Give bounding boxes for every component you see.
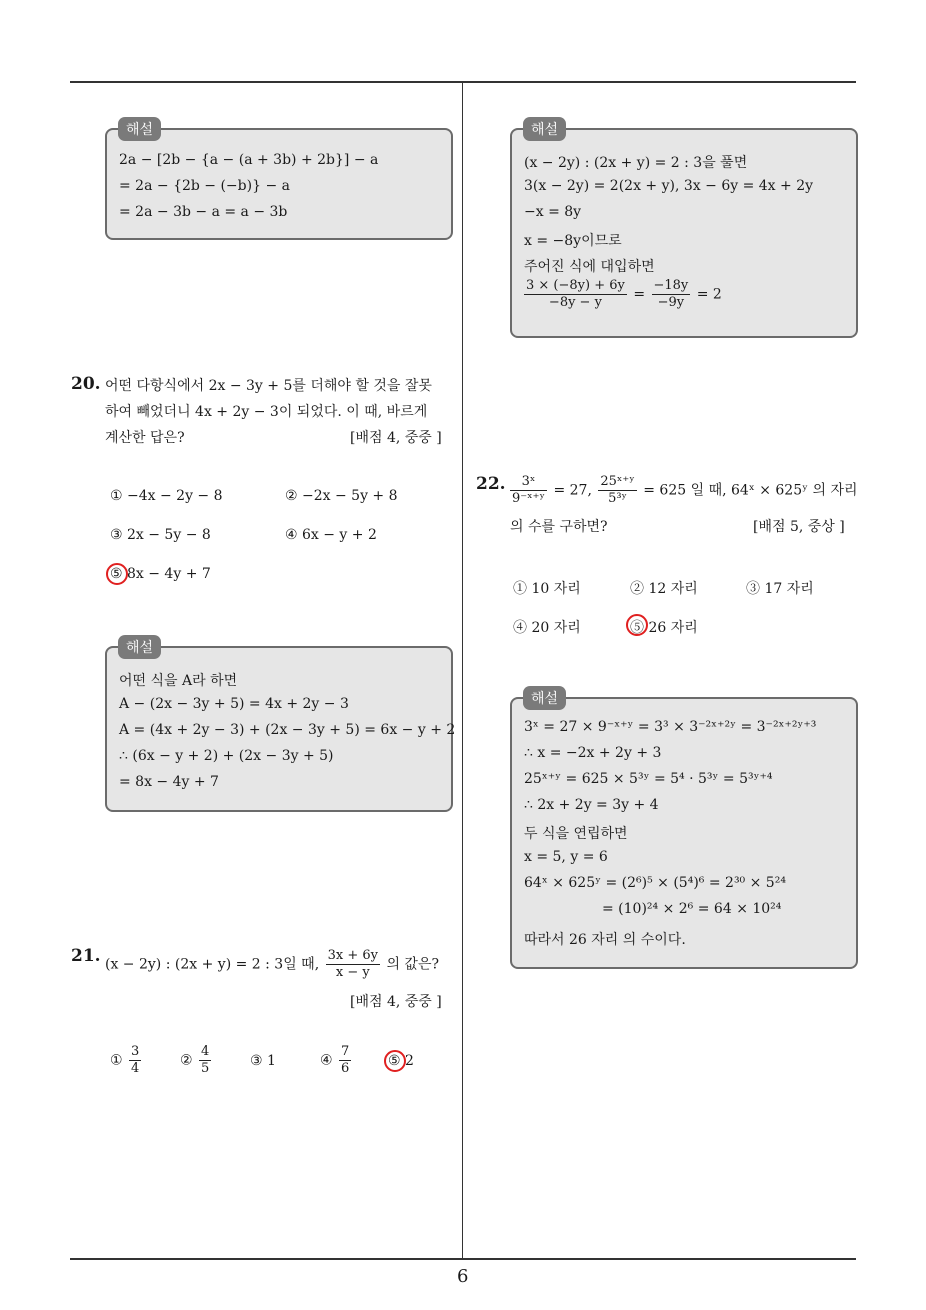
q21-opt2-frac bbox=[199, 1044, 211, 1077]
q22-f2-den: 5³ʸ bbox=[608, 491, 628, 506]
sol20-line-3: A = (4x + 2y − 3) + (2x − 3y + 5) = 6x − y + 2 bbox=[119, 722, 456, 738]
sol21-line-1: (x − 2y) : (2x + y) = 2 : 3을 풀면 bbox=[524, 155, 748, 171]
sol21-line-2: 3(x − 2y) = 2(2x + y), 3x − 6y = 4x + 2y bbox=[524, 178, 814, 194]
q21-opt1-mark: ① bbox=[110, 1052, 123, 1069]
question-number-21: 21. bbox=[71, 946, 101, 966]
q20-score: [배점 4, 중중 ] bbox=[350, 430, 442, 446]
q22-option-4[interactable]: ④ 20 자리 bbox=[513, 620, 581, 636]
q22-f2-num: 25ˣ⁺ʸ bbox=[600, 474, 635, 489]
sol21-f1-num: 3 × (−8y) + 6y bbox=[526, 278, 625, 293]
solution-tag: 해설 bbox=[118, 117, 161, 141]
sol19-line-3: = 2a − 3b − a = a − 3b bbox=[119, 204, 288, 220]
sol21-f1-den: −8y − y bbox=[548, 295, 602, 310]
sol21-result: = 2 bbox=[696, 286, 722, 303]
sol22-line-5: 두 식을 연립하면 bbox=[524, 826, 628, 842]
sol22-line-6: x = 5, y = 6 bbox=[524, 849, 608, 865]
q20-option-2[interactable]: ② −2x − 5y + 8 bbox=[285, 488, 398, 504]
q21-text-b: 의 값은? bbox=[386, 956, 439, 973]
sol22-line-3: 25ˣ⁺ʸ = 625 × 5³ʸ = 5⁴ · 5³ʸ = 5³ʸ⁺⁴ bbox=[524, 771, 773, 787]
q21-opt4-frac bbox=[339, 1044, 351, 1077]
bottom-rule bbox=[70, 1258, 856, 1260]
solution-tag: 해설 bbox=[523, 686, 566, 710]
q22-stem bbox=[508, 474, 858, 507]
sol20-line-2: A − (2x − 3y + 5) = 4x + 2y − 3 bbox=[119, 696, 349, 712]
q21-text-a: (x − 2y) : (2x + y) = 2 : 3일 때, bbox=[105, 956, 320, 973]
solution-box-19 bbox=[105, 128, 453, 240]
sol22-line-2: ∴ x = −2x + 2y + 3 bbox=[524, 745, 662, 761]
q22-frac-2 bbox=[598, 474, 636, 507]
question-number-20: 20. bbox=[71, 374, 101, 394]
sol21-line-4: x = −8y이므로 bbox=[524, 233, 622, 249]
q22-frac-1 bbox=[510, 474, 547, 507]
q22-text-1: = 27, bbox=[553, 482, 592, 499]
q21-opt4-mark: ④ bbox=[320, 1052, 333, 1069]
q21-opt2-den: 5 bbox=[201, 1061, 210, 1076]
sol20-line-1: 어떤 식을 A라 하면 bbox=[119, 673, 238, 689]
question-number-22: 22. bbox=[476, 474, 506, 494]
sol21-f2-num: −18y bbox=[653, 278, 689, 293]
sol19-line-2: = 2a − {2b − (−b)} − a bbox=[119, 178, 290, 194]
q21-opt4-num: 7 bbox=[341, 1044, 350, 1059]
sol20-line-4: ∴ (6x − y + 2) + (2x − 3y + 5) bbox=[119, 748, 334, 764]
q22-text-2: = 625 일 때, 64ˣ × 625ʸ 의 자리 bbox=[643, 482, 858, 499]
solution-box-21 bbox=[510, 128, 858, 338]
sol21-frac-1 bbox=[524, 278, 627, 311]
solution-tag: 해설 bbox=[118, 635, 161, 659]
sol19-line-1: 2a − [2b − {a − (a + 3b) + 2b}] − a bbox=[119, 152, 379, 168]
solution-box-20 bbox=[105, 646, 456, 812]
q21-opt2-mark: ② bbox=[180, 1052, 193, 1069]
q21-option-4[interactable] bbox=[320, 1044, 353, 1077]
solution-tag: 해설 bbox=[523, 117, 566, 141]
q21-opt1-frac bbox=[129, 1044, 141, 1077]
answer-circle-q21 bbox=[384, 1050, 406, 1072]
q20-option-1[interactable]: ① −4x − 2y − 8 bbox=[110, 488, 223, 504]
sol22-line-8: = (10)²⁴ × 2⁶ = 64 × 10²⁴ bbox=[602, 901, 782, 917]
q21-score: [배점 4, 중중 ] bbox=[350, 994, 442, 1010]
q21-option-2[interactable] bbox=[180, 1044, 213, 1077]
q21-stem bbox=[105, 948, 439, 981]
q22-f1-num: 3ˣ bbox=[510, 474, 547, 491]
q21-option-3[interactable]: ③ 1 bbox=[250, 1053, 276, 1069]
sol21-line-5: 주어진 식에 대입하면 bbox=[524, 259, 655, 275]
sol22-line-9: 따라서 26 자리 의 수이다. bbox=[524, 932, 686, 948]
q20-line-3: 계산한 답은? bbox=[105, 430, 185, 446]
q20-option-4[interactable]: ④ 6x − y + 2 bbox=[285, 527, 377, 543]
q21-fraction bbox=[326, 948, 380, 981]
q21-frac-den: x − y bbox=[335, 965, 370, 980]
q20-option-3[interactable]: ③ 2x − 5y − 8 bbox=[110, 527, 211, 543]
q20-line-1: 어떤 다항식에서 2x − 3y + 5를 더해야 할 것을 잘못 bbox=[105, 378, 432, 394]
q20-line-2: 하여 빼었더니 4x + 2y − 3이 되었다. 이 때, 바르게 bbox=[105, 404, 428, 420]
q21-opt1-den: 4 bbox=[131, 1061, 140, 1076]
solution-box-22 bbox=[510, 697, 858, 969]
page-number: 6 bbox=[457, 1266, 469, 1287]
q21-option-1[interactable] bbox=[110, 1044, 143, 1077]
sol20-line-5: = 8x − 4y + 7 bbox=[119, 774, 219, 790]
answer-circle-q22 bbox=[626, 614, 648, 636]
q22-option-2[interactable]: ② 12 자리 bbox=[630, 581, 698, 597]
q22-option-5[interactable]: ⑤ 26 자리 bbox=[630, 620, 698, 636]
top-rule bbox=[70, 81, 856, 83]
sol22-line-7: 64ˣ × 625ʸ = (2⁶)⁵ × (5⁴)⁶ = 2³⁰ × 5²⁴ bbox=[524, 875, 786, 891]
sol21-equals: = bbox=[633, 286, 646, 303]
q21-opt2-num: 4 bbox=[201, 1044, 210, 1059]
q22-score: [배점 5, 중상 ] bbox=[753, 519, 845, 535]
q21-option-5[interactable]: ⑤ 2 bbox=[388, 1053, 414, 1069]
sol22-line-1: 3ˣ = 27 × 9⁻ˣ⁺ʸ = 3³ × 3⁻²ˣ⁺²ʸ = 3⁻²ˣ⁺²ʸ⁺³ bbox=[524, 719, 817, 735]
q22-line-2: 의 수를 구하면? bbox=[510, 519, 608, 535]
sol21-line-3: −x = 8y bbox=[524, 204, 582, 220]
answer-circle-q20 bbox=[106, 563, 128, 585]
q21-opt1-num: 3 bbox=[131, 1044, 140, 1059]
q22-f1-den: 9⁻ˣ⁺ʸ bbox=[512, 491, 546, 506]
q21-frac-num: 3x + 6y bbox=[327, 948, 378, 963]
q20-option-5[interactable]: ⑤ 8x − 4y + 7 bbox=[110, 566, 211, 582]
sol21-frac-2 bbox=[652, 278, 691, 311]
sol22-line-4: ∴ 2x + 2y = 3y + 4 bbox=[524, 797, 659, 813]
column-divider bbox=[462, 83, 463, 1259]
q21-opt4-den: 6 bbox=[341, 1061, 350, 1076]
q22-option-3[interactable]: ③ 17 자리 bbox=[746, 581, 814, 597]
q22-option-1[interactable]: ① 10 자리 bbox=[513, 581, 581, 597]
sol21-fraction-line bbox=[522, 278, 722, 311]
sol21-f2-den: −9y bbox=[657, 295, 685, 310]
